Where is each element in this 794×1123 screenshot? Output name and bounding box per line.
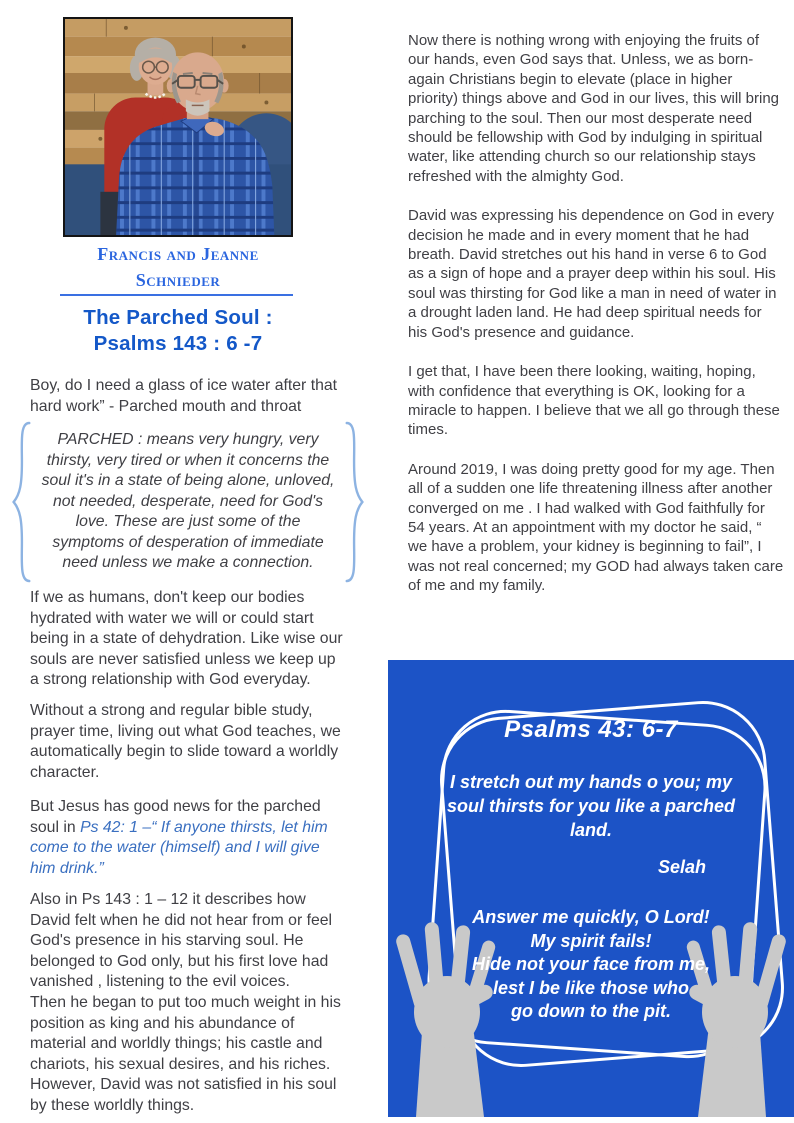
- paragraph: David was expressing his dependence on God in every decision he made and in every moment that he had breath. David stretches out his hand in verse 6 to God as a sign of hope and a prayer deep within his soul. His soul was thirsting for God like a man in need of water in a drought laden land. He had deep spiritual needs for his God's presence and guidance.: [408, 207, 777, 341]
- paragraph: Now there is nothing wrong with enjoying the fruits of our hands, even God says that. Unless, we as born-again Christians begin to elevate (place in higher priority) things above and God in our lives, this will bring parching to the soul. Then our most desperate need should be fellowship with God by indulging in spiritual water, like attending church so our relationship stays refreshed with the almighty God.: [408, 32, 780, 185]
- paragraph: I get that, I have been there looking, waiting, hoping, with confidence that everything is OK, looking for a miracle to happen. I believe that we all go through these times.: [408, 363, 780, 439]
- quote-verse1: I stretch out my hands o you; my soul thirsts for you like a parched land.: [446, 772, 736, 840]
- paragraph: [30, 890, 344, 1117]
- right-column: [408, 31, 784, 616]
- paragraph-text: Then he began to put too much weight in his position as king and his abundance of material and worldly things; his castle and chariots, his sexual desires, and his riches. However, David was not satisfied in his soul by these worldly things.: [30, 993, 341, 1114]
- divider-line: [60, 294, 293, 296]
- author-name: [33, 241, 323, 293]
- paragraph: [30, 797, 344, 879]
- article-title: [33, 305, 323, 357]
- quote-verse2: [426, 906, 756, 1024]
- quote-verse2-line: My spirit fails!: [530, 930, 652, 951]
- article-title-line1: The Parched Soul :: [83, 306, 273, 329]
- article-title-line2: Psalms 143 : 6 -7: [93, 332, 263, 355]
- parched-definition-text: PARCHED : means very hungry, very thirsty, very tired or when it concerns the soul it's in a state of being alone, unloved, not needed, desperate, need for God's love. These are just some of the symptoms of desperation of immediate need unless we make a connection.: [41, 430, 335, 572]
- quote-verse2-line: go down to the pit.: [511, 1001, 671, 1021]
- brace-right-icon: [344, 420, 366, 584]
- quote-heading: Psalms 43: 6-7: [504, 716, 678, 743]
- paragraph: Without a strong and regular bible study, prayer time, living out what God teaches, we automatically begin to slide toward a worldly character.: [30, 702, 341, 781]
- couple-photo-art: [65, 19, 291, 235]
- brace-left-icon: [10, 420, 32, 584]
- quote-verse2-line: lest I be like those who: [492, 977, 690, 998]
- author-name-line1: Francis and Jeanne: [97, 244, 259, 264]
- author-name-line2: Schnieder: [135, 270, 221, 290]
- couple-photo: [63, 17, 293, 237]
- paragraph: Around 2019, I was doing pretty good for my age. Then all of a sudden one life threatening illness after another converged on me . I had walked with God faithfully for 54 years. At an appointment with my doctor he said, “ we have a problem, your kidney is beginning to fail”, I was not real concerned; my GOD had always taken care of me and my family.: [408, 460, 784, 595]
- paragraph: If we as humans, don't keep our bodies hydrated with water we will or could start being in a state of dehydration. Like wise our souls are never satisfied unless we keep up a strong relationship with God everyday.: [30, 589, 343, 689]
- paragraph-text: But Jesus has good news for the parched soul in: [30, 798, 321, 836]
- quote-verse2-line: Answer me quickly, O Lord!: [472, 907, 710, 927]
- quote-selah: Selah: [657, 857, 706, 877]
- parched-definition-callout: [10, 420, 366, 584]
- paragraph-text: Also in Ps 143 : 1 – 12 it describes how David felt when he did not hear from or feel God's presence in his starving soul. He belonged to God only, but his first love had vanished , listening to the evil voices.: [30, 891, 333, 991]
- quote-verse2-line: Hide not your face from me,: [471, 954, 711, 974]
- scripture-reference: Ps 42: 1 –“ If anyone thirsts, let him come to the water (himself) and I will give him drink.”: [30, 818, 328, 877]
- intro-paragraph: Boy, do I need a glass of ice water after that hard work” - Parched mouth and throat: [30, 377, 338, 415]
- psalm-quote-box: [388, 660, 794, 1117]
